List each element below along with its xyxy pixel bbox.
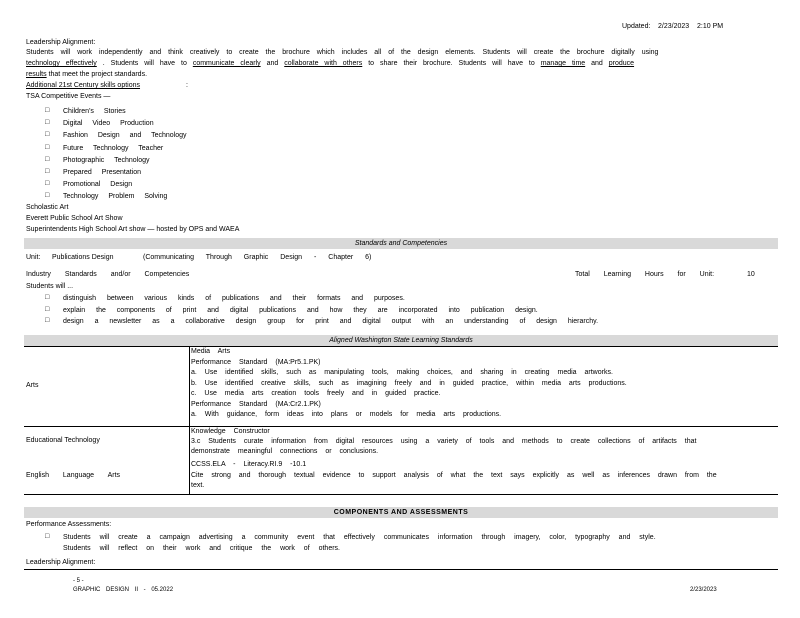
aligned-standards-bar: Aligned Washington State Learning Standards: [24, 335, 778, 346]
arts-standard-line: c. Use media arts creation tools freely and in guided practice.: [191, 390, 441, 397]
arts-label: Arts: [26, 382, 39, 389]
table-rule: [24, 346, 778, 347]
footer-date: 2/23/2023: [690, 587, 717, 593]
objective-item: distinguish between various kinds of publications and their formats and purposes.: [63, 295, 405, 302]
square-bullet-icon: □: [45, 168, 50, 175]
arts-standard-line: Performance Standard (MA:Cr2.1.PK): [191, 400, 321, 408]
tsa-event-item: Photographic Technology: [63, 156, 150, 164]
table-rule: [24, 426, 778, 427]
square-bullet-icon: □: [45, 294, 50, 301]
unit-label: Unit:: [26, 254, 41, 261]
edtech-label: Educational Technology: [26, 437, 100, 444]
leadership-text: to share their brochure. Students will have to: [368, 60, 535, 67]
footer-page-number: - 5 -: [73, 578, 84, 584]
square-bullet-icon: □: [45, 533, 50, 540]
skill-technology: technology effectively: [26, 60, 97, 67]
tsa-event-item: Promotional Design: [63, 181, 133, 189]
tsa-event-item: Technology Problem Solving: [63, 193, 168, 201]
updated-label: Updated:: [622, 23, 651, 30]
footer-course: GRAPHIC DESIGN II - 05.2022: [73, 587, 174, 593]
skill-communicate: communicate clearly: [192, 60, 261, 67]
unit-subtitle: (Communicating Through Graphic Design - Chapter 6): [143, 254, 372, 261]
additional-skills-label: Additional 21st Century skills options :: [26, 82, 188, 89]
tsa-event-item: Future Technology Teacher: [63, 144, 164, 152]
edtech-standard-line: demonstrate meaningful connections or conclusions.: [191, 448, 379, 455]
edtech-standard-line: 3.c Students curate information from digital resources using a variety of tools and methods to create collections of artifacts that: [191, 438, 697, 445]
performance-line-2: Students will reflect on their work and critique the work of others.: [63, 545, 340, 552]
square-bullet-icon: □: [45, 305, 50, 313]
square-bullet-icon: □: [45, 107, 50, 114]
industry-label: Industry Standards and/or Competencies: [26, 271, 190, 278]
leadership-heading: Leadership Alignment:: [26, 39, 96, 46]
skill-collaborate: collaborate with others: [284, 60, 363, 67]
table-column-divider: [189, 346, 190, 494]
leadership-line-2: [26, 60, 634, 68]
arts-standard-line: Performance Standard (MA:Pr5.1.PK): [191, 358, 321, 366]
leadership-line-1: Students will work independently and think creatively to create the brochure which includes all of the design elements. Students will create the brochure digitally using: [26, 49, 659, 56]
section-rule: [24, 569, 778, 570]
objective-item: explain the components of print and digital publications and how they are incorporated into publication design.: [63, 306, 538, 314]
performance-heading: Performance Assessments:: [26, 521, 112, 528]
arts-standard-line: b. Use identified creative skills, such as imagining freely and in guided practice, within media arts productions.: [191, 379, 627, 387]
tsa-heading: TSA Competitive Events —: [26, 93, 111, 100]
tsa-event-item: Digital Video Production: [63, 120, 154, 128]
square-bullet-icon: □: [45, 119, 50, 127]
performance-line-1: Students will create a campaign advertising a community event that effectively communicates information through imagery, color, typography and style.: [63, 534, 656, 541]
square-bullet-icon: □: [45, 155, 50, 163]
tsa-event-item: Fashion Design and Technology: [63, 132, 187, 140]
square-bullet-icon: □: [45, 180, 50, 188]
hours-value: 10: [747, 271, 755, 278]
updated-date: 2/23/2023: [658, 23, 690, 30]
components-bar: COMPONENTS AND ASSESSMENTS: [24, 507, 778, 518]
leadership-text: and: [266, 60, 279, 67]
objective-item: design a newsletter as a collaborative design group for print and digital output with an understanding of design hierarchy.: [63, 318, 599, 325]
ela-label: English Language Arts: [26, 472, 121, 479]
edtech-standard-line: Knowledge Constructor: [191, 428, 270, 435]
skill-manage-time: manage time: [540, 60, 586, 67]
leadership-line-3: [26, 71, 147, 79]
leadership-alignment-2: Leadership Alignment:: [26, 559, 96, 566]
leadership-text: and: [591, 60, 603, 67]
arts-standard-line: a. With guidance, form ideas into plans or models for media arts productions.: [191, 411, 502, 418]
hours-label: Total Learning Hours for Unit:: [575, 271, 715, 278]
students-will: Students will ...: [26, 283, 74, 290]
updated-time: 2:10 PM: [697, 23, 724, 30]
standards-bar: Standards and Competencies: [24, 238, 778, 249]
tsa-event-item: Prepared Presentation: [63, 169, 142, 176]
leadership-text: . Students will have to: [102, 60, 187, 67]
event-everett: Everett Public School Art Show: [26, 215, 123, 222]
event-superintendents: Superintendents High School Art show — hosted by OPS and WAEA: [26, 226, 240, 233]
table-rule: [24, 494, 778, 495]
leadership-text: that meet the project standards.: [48, 71, 148, 78]
ela-standard-line: CCSS.ELA - Literacy.RI.9 -10.1: [191, 461, 307, 468]
ela-standard-line: Cite strong and thorough textual evidence to support analysis of what the text says explicitly as well as inferences drawn from the: [191, 471, 717, 479]
square-bullet-icon: □: [45, 317, 50, 324]
unit-name: Publications Design: [52, 254, 114, 261]
square-bullet-icon: □: [45, 131, 50, 139]
square-bullet-icon: □: [45, 192, 50, 200]
event-scholastic: Scholastic Art: [26, 204, 69, 211]
arts-standard-line: a. Use identified skills, such as manipulating tools, making choices, and sharing in creating media artworks.: [191, 369, 613, 376]
ela-standard-line: text.: [191, 482, 205, 489]
arts-standard-line: Media Arts: [191, 348, 231, 355]
tsa-event-item: Children's Stories: [63, 108, 126, 115]
skill-results: results: [26, 71, 47, 78]
square-bullet-icon: □: [45, 143, 50, 151]
skill-produce: produce: [608, 60, 635, 67]
